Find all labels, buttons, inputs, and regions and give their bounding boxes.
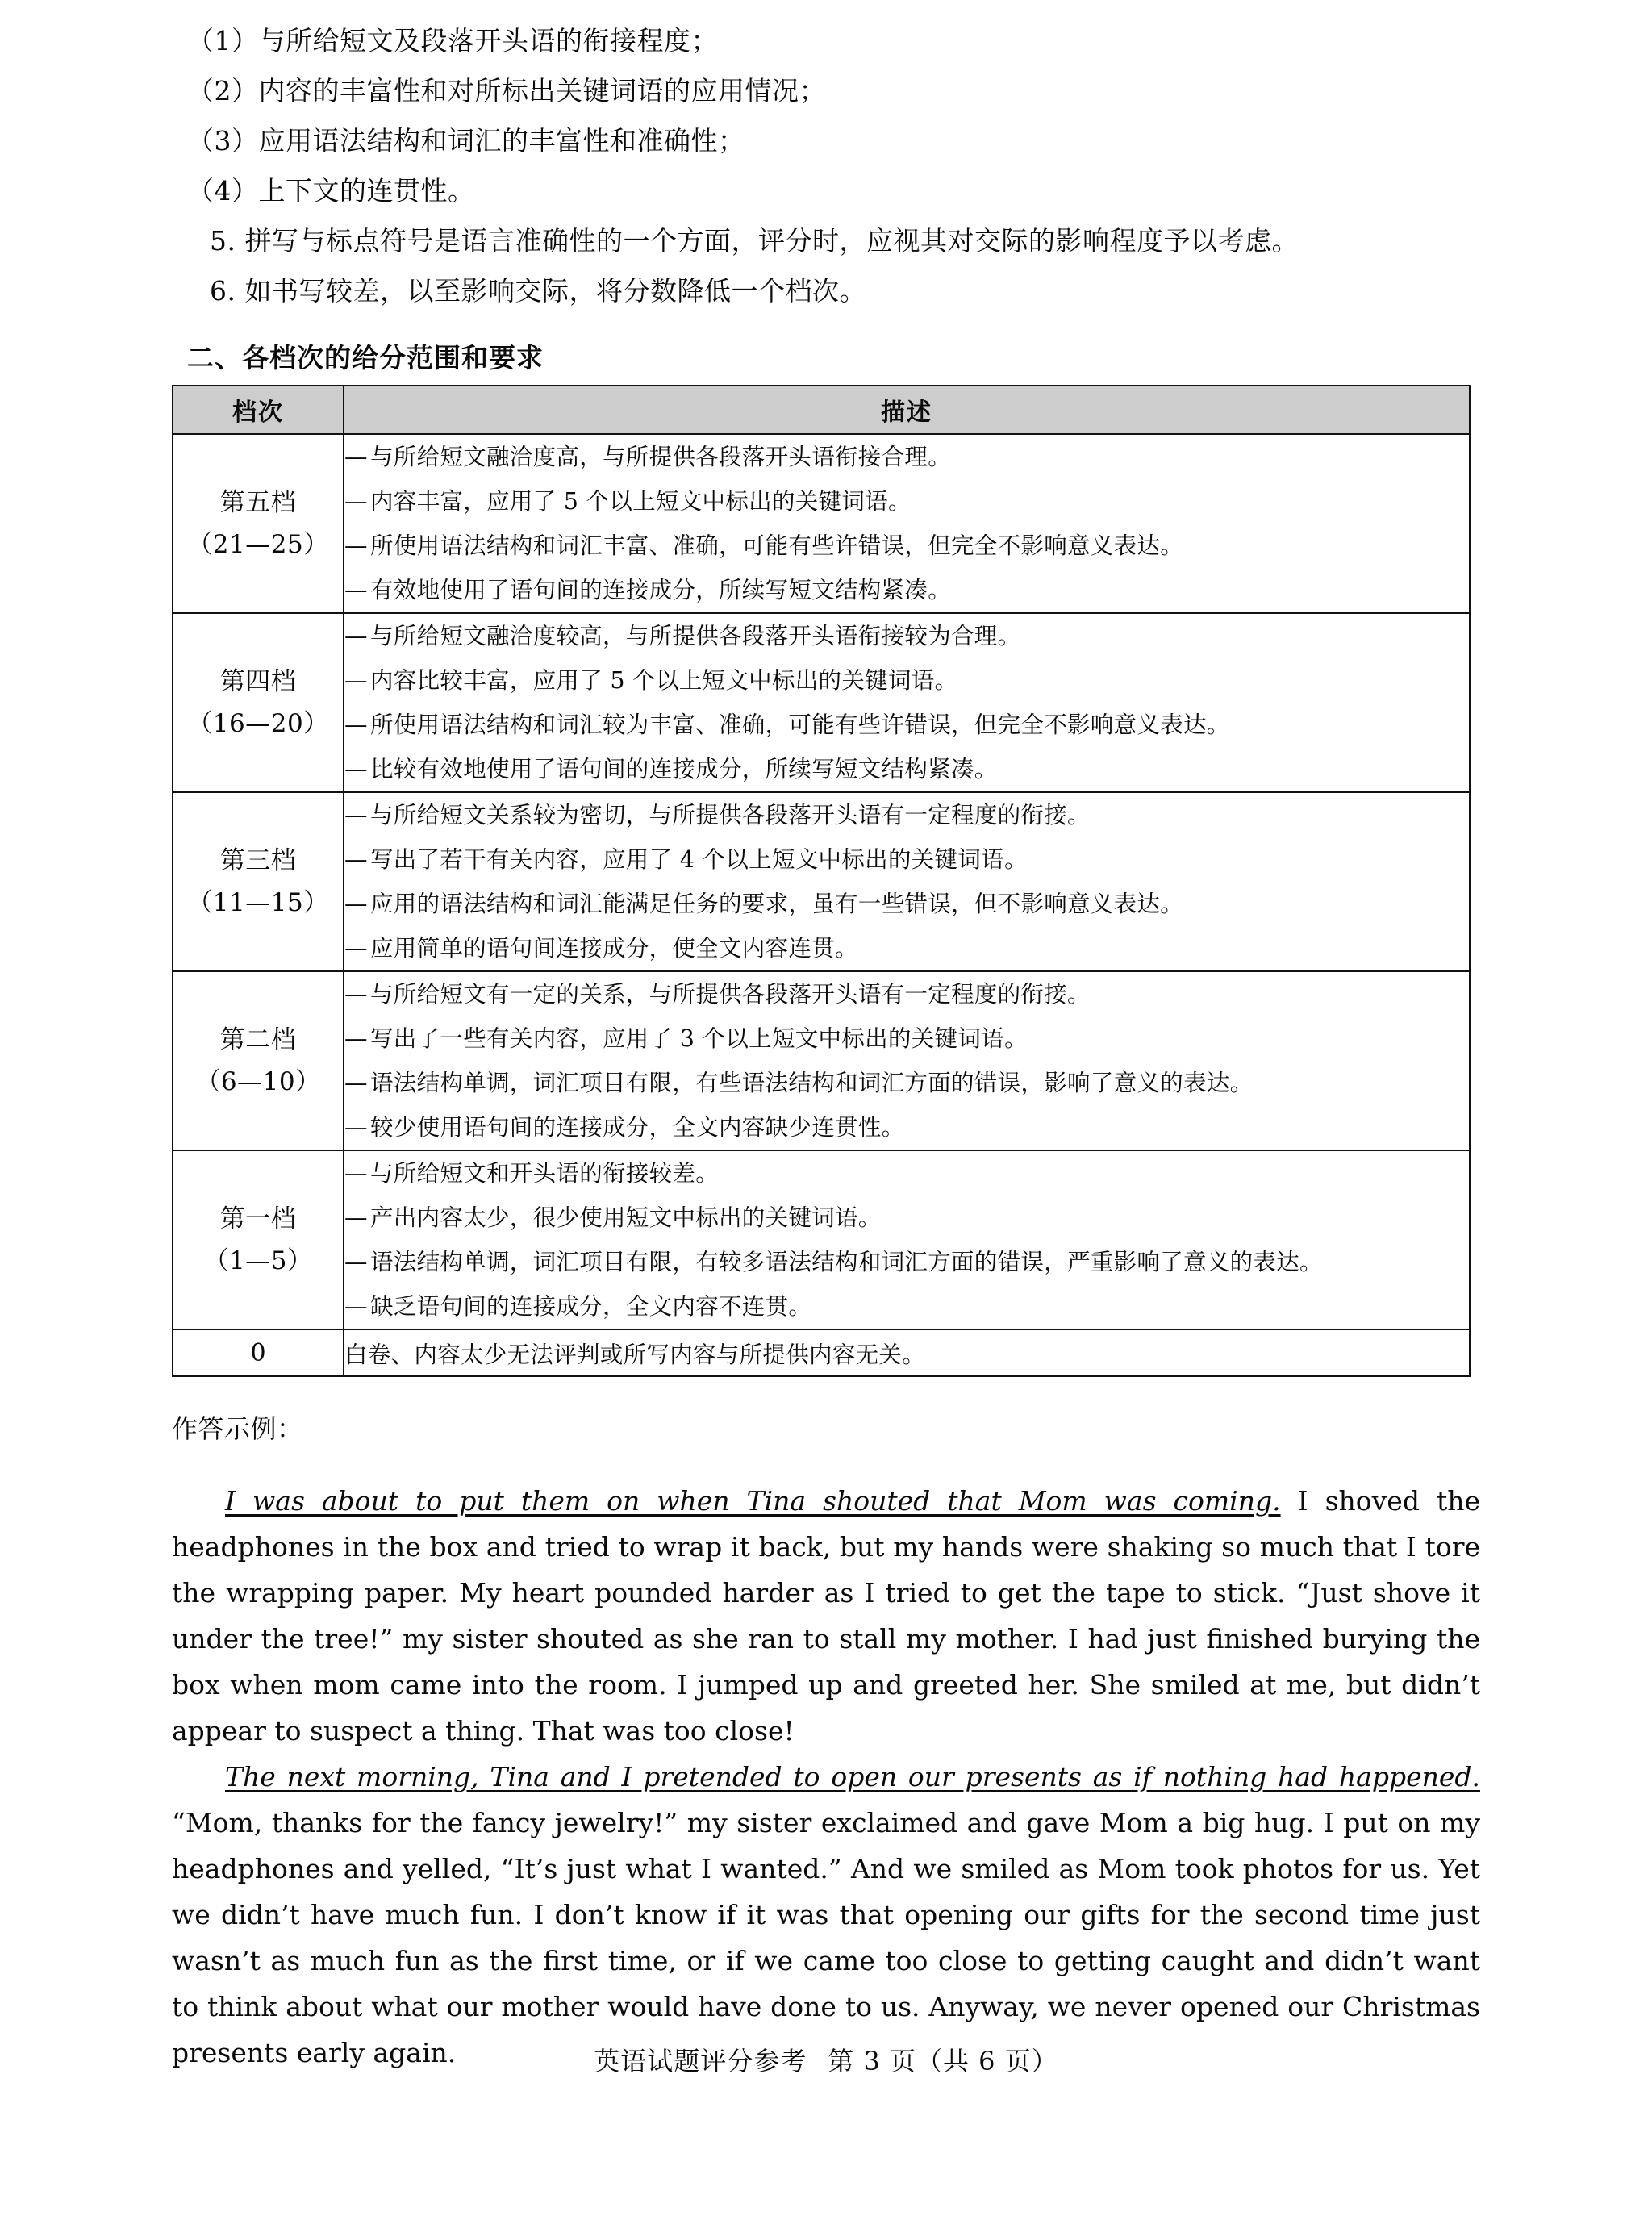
example-answer-body [172,1478,1480,2076]
numbered-note: 6. 如书写较差，以至影响交际，将分数降低一个档次。 [210,275,866,307]
band-name: 第二档 [219,1025,297,1054]
band-cell [173,971,344,1150]
band-name: 第三档 [219,846,297,875]
criteria-item: （4）上下文的连贯性。 [187,175,475,207]
description-item: — 较少使用语句间的连接成分，全文内容缺少连贯性。 [344,1105,1469,1150]
table-row [173,792,1470,971]
description-item: — 内容丰富，应用了 5 个以上短文中标出的关键词语。 [344,479,1469,524]
band-cell-zero: 0 [173,1329,344,1376]
description-cell [344,434,1470,613]
description-item: — 比较有效地使用了语句间的连接成分，所续写短文结构紧凑。 [344,747,1469,791]
scoring-criteria-list [187,16,1558,316]
description-item: — 应用简单的语句间连接成分，使全文内容连贯。 [344,926,1469,970]
band-name: 第五档 [219,488,297,517]
rubric-table-wrapper [172,385,1469,1377]
table-row [173,434,1470,613]
essay-paragraph-2 [172,1754,1480,2076]
given-sentence-1: I was about to put them on when Tina shouted that Mom was coming. [225,1485,1281,1517]
band-name: 第一档 [219,1204,297,1233]
description-list [344,614,1469,791]
section-heading: 二、各档次的给分范围和要求 [187,342,544,374]
band-range: （16—20） [187,709,329,738]
numbered-note: 5. 拼写与标点符号是语言准确性的一个方面，评分时，应视其对交际的影响程度予以考虑。 [210,225,1299,257]
description-cell [344,1150,1470,1329]
description-item: — 与所给短文融洽度高，与所提供各段落开头语衔接合理。 [344,435,1469,479]
footer-doc-title: 英语试题评分参考 [594,2046,807,2076]
band-cell [173,1150,344,1329]
band-cell [173,792,344,971]
description-item: — 写出了若干有关内容，应用了 4 个以上短文中标出的关键词语。 [344,837,1469,882]
band-name: 第四档 [219,667,297,696]
rubric-table [172,385,1471,1377]
description-item: — 有效地使用了语句间的连接成分，所续写短文结构紧凑。 [344,568,1469,612]
description-item: — 应用的语法结构和词汇能满足任务的要求，虽有一些错误，但不影响意义表达。 [344,882,1469,926]
description-item: — 与所给短文关系较为密切，与所提供各段落开头语有一定程度的衔接。 [344,793,1469,837]
table-header-row [173,386,1470,434]
given-sentence-2: The next morning, Tina and I pretended to open our presents as if nothing had happened. [225,1761,1480,1792]
description-item: — 产出内容太少，很少使用短文中标出的关键词语。 [344,1196,1469,1240]
description-item: — 与所给短文融洽度较高，与所提供各段落开头语衔接较为合理。 [344,614,1469,658]
description-list [344,972,1469,1150]
column-header-band: 档次 [173,386,344,434]
band-cell [173,434,344,613]
table-row-zero [173,1329,1470,1376]
description-item: — 缺乏语句间的连接成分，全文内容不连贯。 [344,1284,1469,1329]
continuation-2: “Mom, thanks for the fancy jewelry!” my sister exclaimed and gave Mom a big hug. I put on my headphones and yelled, “It’s just what I wanted.” And we smiled as Mom took photos for us. Yet we didn’t have much fun. I don’t know if it was that opening our gifts for the second time just wasn’t as much fun as the first time, or if we came too close to getting caught and didn’t want to think about what our mother would have done to us. Anyway, we never opened our Christmas presents early again. [172,1807,1480,2068]
band-range: （11—15） [187,888,329,917]
description-cell [344,971,1470,1150]
description-list [344,435,1469,612]
criteria-item: （3）应用语法结构和词汇的丰富性和准确性； [187,125,745,156]
description-cell [344,792,1470,971]
table-row [173,1150,1470,1329]
description-item: — 内容比较丰富，应用了 5 个以上短文中标出的关键词语。 [344,658,1469,703]
description-list [344,1151,1469,1329]
criteria-item: （1）与所给短文及段落开头语的衔接程度； [187,25,718,56]
description-list [344,793,1469,970]
description-item: — 所使用语法结构和词汇丰富、准确，可能有些许错误，但完全不影响意义表达。 [344,524,1469,568]
page-footer [0,2041,1652,2078]
footer-page-label: 第 3 页（共 6 页） [828,2046,1058,2076]
column-header-description: 描述 [344,386,1470,434]
description-item: — 语法结构单调，词汇项目有限，有些语法结构和词汇方面的错误，影响了意义的表达。 [344,1061,1469,1105]
description-item: — 与所给短文和开头语的衔接较差。 [344,1151,1469,1196]
criteria-item: （2）内容的丰富性和对所标出关键词语的应用情况； [187,75,826,106]
example-answer-label: 作答示例： [172,1413,303,1444]
essay-paragraph-1 [172,1478,1480,1754]
table-row [173,613,1470,792]
description-item: — 语法结构单调，词汇项目有限，有较多语法结构和词汇方面的错误，严重影响了意义的表达。 [344,1240,1469,1284]
description-cell-zero: 白卷、内容太少无法评判或所写内容与所提供内容无关。 [344,1329,1470,1376]
description-item: — 所使用语法结构和词汇较为丰富、准确，可能有些许错误，但完全不影响意义表达。 [344,703,1469,747]
band-range: （21—25） [187,530,329,559]
description-item: — 写出了一些有关内容，应用了 3 个以上短文中标出的关键词语。 [344,1016,1469,1061]
description-cell [344,613,1470,792]
band-range: （6—10） [195,1067,321,1096]
table-row [173,971,1470,1150]
band-range: （1—5） [203,1246,313,1275]
description-item: — 与所给短文有一定的关系，与所提供各段落开头语有一定程度的衔接。 [344,972,1469,1016]
band-cell [173,613,344,792]
continuation-1: I shoved the headphones in the box and tried to wrap it back, but my hands were shaking so much that I tore the wrapping paper. My heart pounded harder as I tried to get the tape to stick. “Just shove it under the tree!” my sister shouted as she ran to stall my mother. I had just finished burying the box when mom came into the room. I jumped up and greeted her. She smiled at me, but didn’t appear to suspect a thing. That was too close! [172,1485,1481,1747]
